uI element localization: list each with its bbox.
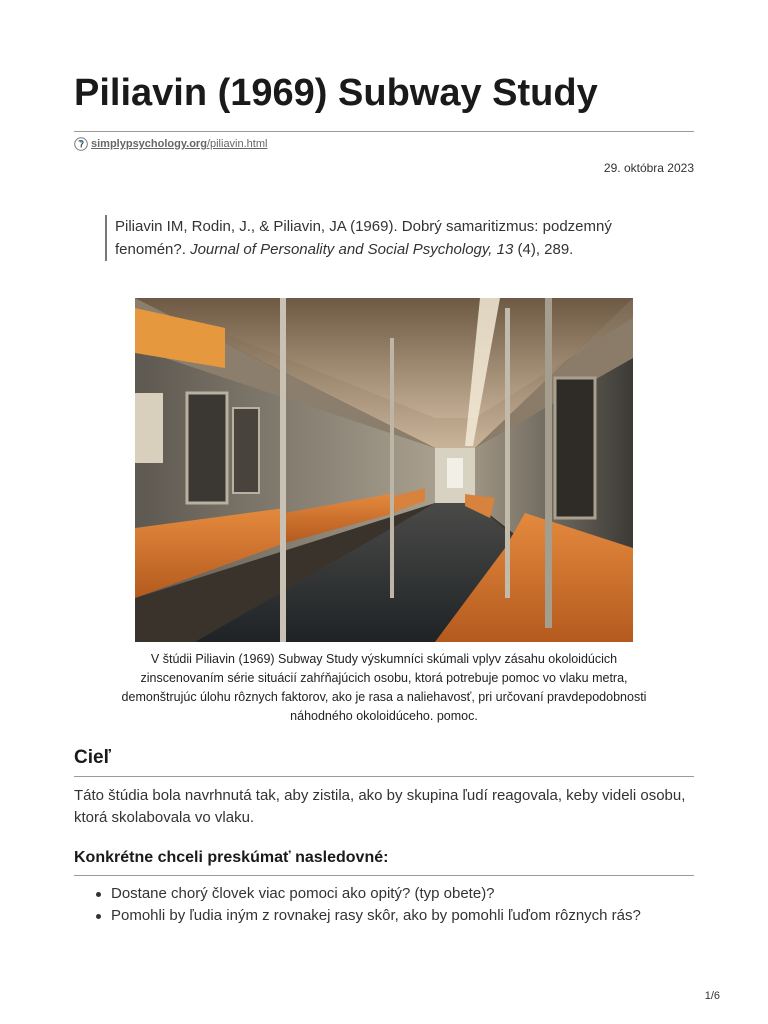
list-item: Dostane chorý človek viac pomoci ako opitý? (typ obete)? — [96, 883, 641, 905]
source-link-row — [74, 137, 267, 151]
title-divider — [74, 131, 694, 132]
source-domain: simplypsychology.org — [91, 138, 207, 150]
specific-divider — [74, 875, 694, 876]
citation-journal: Journal of Personality and Social Psychology, 13 — [190, 241, 514, 258]
aim-divider — [74, 776, 694, 777]
page-number: 1/6 — [704, 990, 720, 1002]
site-logo-icon — [74, 137, 88, 151]
research-questions-list — [96, 883, 641, 927]
specific-heading: Konkrétne chceli preskúmať nasledovné: — [74, 849, 389, 866]
source-link[interactable] — [91, 138, 267, 150]
page-title: Piliavin (1969) Subway Study — [74, 72, 598, 114]
publish-date: 29. októbra 2023 — [603, 161, 694, 175]
subway-car-photo — [135, 298, 633, 642]
aim-paragraph: Táto štúdia bola navrhnutá tak, aby zistila, ako by skupina ľudí reagovala, keby videli osobu, ktorá skolabovala vo vlaku. — [74, 787, 686, 826]
aim-heading: Cieľ — [74, 747, 111, 768]
list-item: Pomohli by ľudia iným z rovnakej rasy skôr, ako by pomohli ľuďom rôznych rás? — [96, 905, 641, 927]
citation-authors: Piliavin IM, Rodin, J., & Piliavin, JA (1969). Dobrý samaritizmus: podzemný fenomén?. — [115, 218, 612, 258]
citation-quote — [105, 215, 675, 261]
source-path: /piliavin.html — [206, 138, 268, 150]
citation-volume: (4), 289. — [513, 241, 574, 258]
photo-caption: V štúdii Piliavin (1969) Subway Study výskumníci skúmali vplyv zásahu okoloidúcich zinscenovaním série situácií zahŕňajúcich osobu, ktorá potrebuje pomoc vo vlaku metra, demonštrujúc úlohu rôznych faktorov, ako je rasa a naliehavosť, pri určovaní pravdepodobnosti náhodného okoloidúceho. pomoc. — [121, 652, 647, 723]
